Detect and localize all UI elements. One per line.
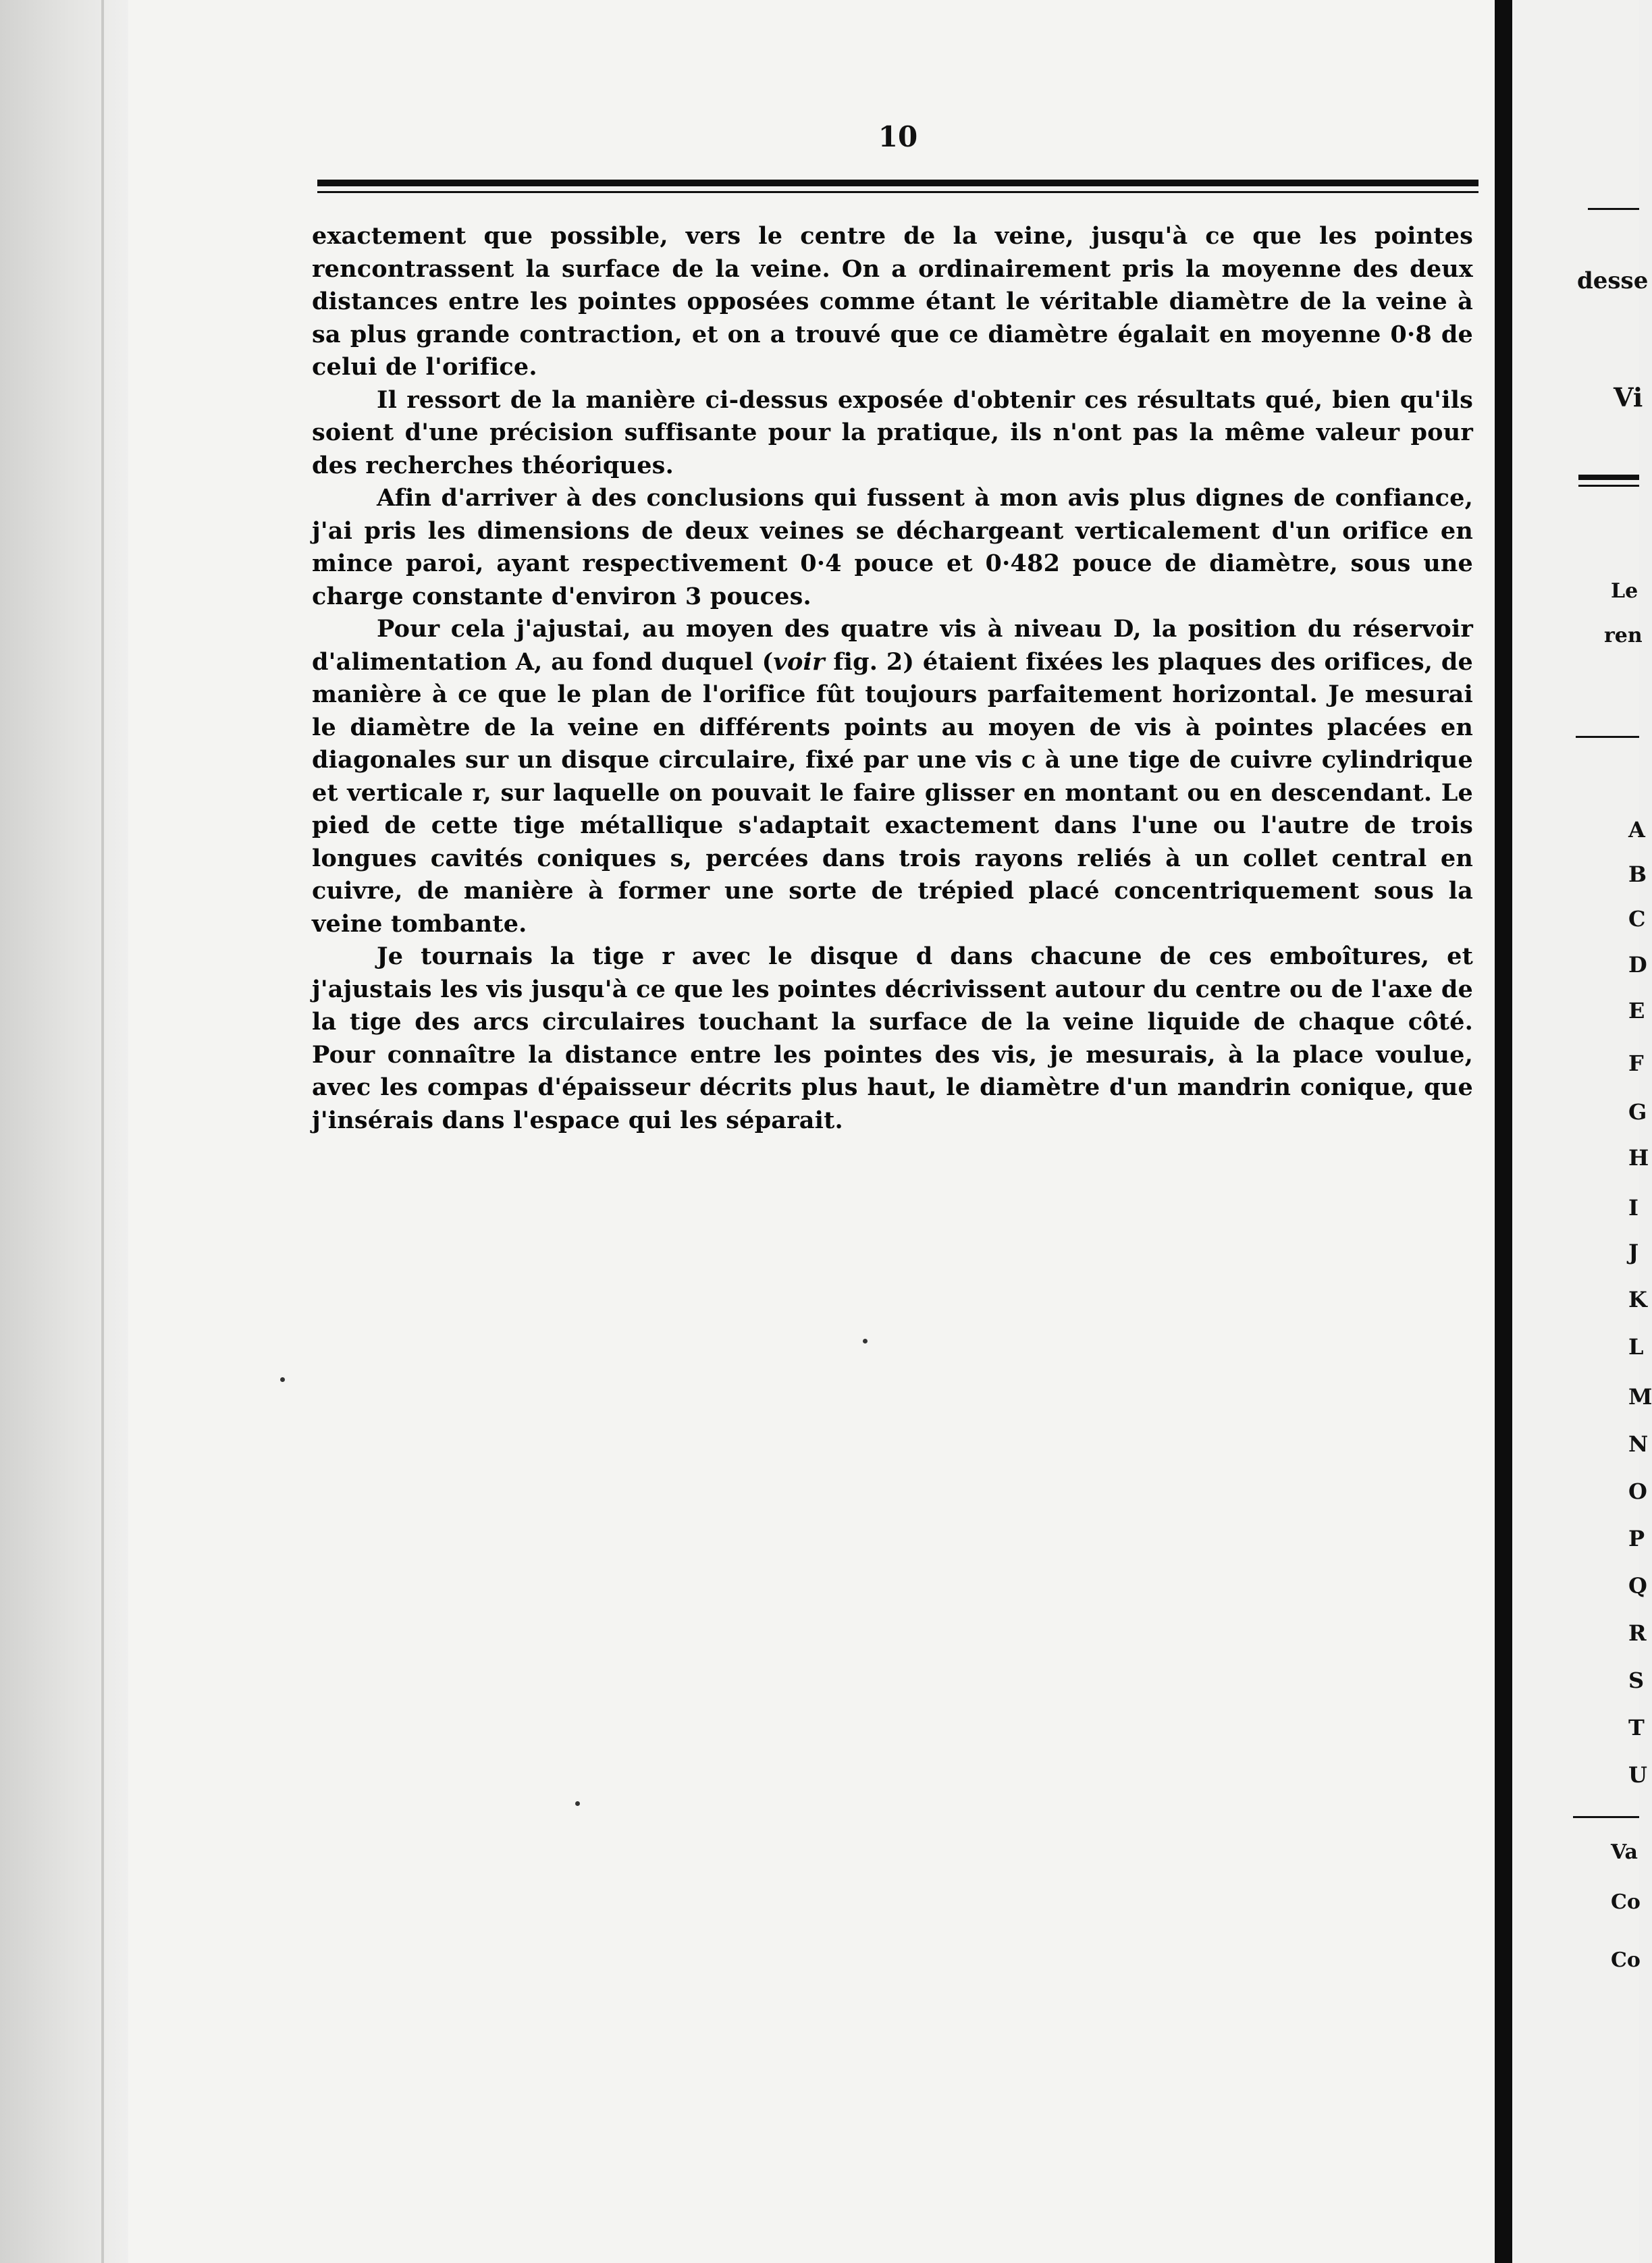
paragraph-4-end: fig. 2) étaient fixées les plaques des orifices, de manière à ce que le plan de l'orifice fût toujours parfaitement horizontal. Je mesurai le diamètre de la veine en différents points au moyen de vis à pointes placées en diagonales sur un disque circulaire, fixé par une vis c à une tige de cuivre cylindrique et verticale r, sur laquelle on pouvait le faire glisser en montant ou en descendant. Le pied de cette tige métallique s'adaptait exactement dans l'une ou l'autre de trois longues cavités coniques s, percées dans trois rayons reliés à un collet central en cuivre, de manière à former une sorte de trépied placé concentriquement sous la veine tombante.: [312, 647, 1474, 938]
paragraph-2: Il ressort de la manière ci-dessus exposée d'obtenir ces résultats qué, bien qu'ils soient d'une précision suffisante pour la pratique, ils n'ont pas la même valeur pour des recherches théoriques.: [312, 385, 1473, 479]
adjacent-rule: [1578, 485, 1639, 487]
index-letter: K: [1628, 1287, 1647, 1312]
index-letter: B: [1628, 861, 1647, 887]
index-letter: H: [1628, 1145, 1649, 1171]
adjacent-text: Vi: [1614, 382, 1643, 412]
adjacent-text: Va: [1611, 1840, 1638, 1864]
page-gutter: [1495, 0, 1512, 2263]
index-letter: G: [1628, 1099, 1647, 1125]
index-letter: O: [1628, 1479, 1647, 1504]
adjacent-text: ren: [1604, 624, 1643, 647]
paragraph-4-voir: voir: [773, 647, 825, 676]
ink-speck: [863, 1339, 868, 1343]
adjacent-rule: [1576, 736, 1639, 738]
adjacent-text: desse: [1577, 267, 1649, 294]
ink-speck: [280, 1377, 285, 1382]
index-letter: T: [1628, 1715, 1645, 1740]
index-letter: F: [1628, 1050, 1644, 1076]
index-letter: J: [1628, 1240, 1639, 1265]
paragraph-1: exactement que possible, vers le centre de la veine, jusqu'à ce que les pointes rencontrassent la surface de la veine. On a ordinairement pris la moyenne des deux distances entre les pointes opposées comme étant le véritable diamètre de la veine à sa plus grande contraction, et on a trouvé que ce diamètre égalait en moyenne 0·8 de celui de l'orifice.: [312, 222, 1473, 381]
index-letter: D: [1628, 952, 1647, 978]
index-letter: E: [1628, 998, 1645, 1023]
adjacent-rule: [1573, 1816, 1639, 1818]
header-rule-thick: [317, 180, 1478, 186]
adjacent-rule: [1578, 475, 1639, 480]
index-letter: I: [1628, 1195, 1638, 1221]
adjacent-text: Co: [1611, 1948, 1641, 1972]
index-letter: P: [1628, 1526, 1645, 1551]
scan-left-edge: [0, 0, 128, 2263]
adjacent-text: Co: [1611, 1890, 1641, 1914]
index-letter: C: [1628, 906, 1646, 932]
index-letter: S: [1628, 1668, 1645, 1693]
index-letter: R: [1628, 1620, 1647, 1646]
adjacent-rule: [1588, 208, 1639, 210]
ink-speck: [575, 1801, 580, 1806]
paragraph-3: Afin d'arriver à des conclusions qui fussent à mon avis plus dignes de confiance, j'ai pris les dimensions de deux veines se déchargeant verticalement d'un orifice en mince paroi, ayant respectivement 0·4 pouce et 0·482 pouce de diamètre, sous une charge constante d'environ 3 pouces.: [312, 484, 1473, 610]
paragraph-4: [312, 613, 1473, 940]
paragraph-5: Je tournais la tige r avec le disque d dans chacune de ces emboîtures, et j'ajustais les vis jusqu'à ce que les pointes décrivissent autour du centre ou de l'axe de la tige des arcs circulaires touchant la surface de la veine liquide de chaque côté. Pour connaître la distance entre les pointes des vis, je mesurais, à la place voulue, avec les compas d'épaisseur décrits plus haut, le diamètre d'un mandrin conique, que j'insérais dans l'espace qui les séparait.: [312, 942, 1473, 1134]
body-text: [312, 220, 1473, 1137]
index-letter: M: [1628, 1384, 1652, 1410]
index-letter: A: [1628, 817, 1645, 843]
index-letter: Q: [1628, 1573, 1647, 1599]
index-letter: U: [1628, 1762, 1647, 1788]
header-rule-thin: [317, 191, 1478, 193]
index-letter: N: [1628, 1431, 1649, 1457]
paragraph-4-start: Pour cela j'ajustai, au moyen des quatre vis à niveau D, la position du réservoir d'alimentation A, au fond duquel (: [312, 615, 1473, 676]
index-letter: L: [1628, 1334, 1644, 1360]
adjacent-page: [1512, 0, 1639, 2263]
page-number: 10: [878, 120, 918, 153]
adjacent-text: Le: [1611, 579, 1638, 603]
